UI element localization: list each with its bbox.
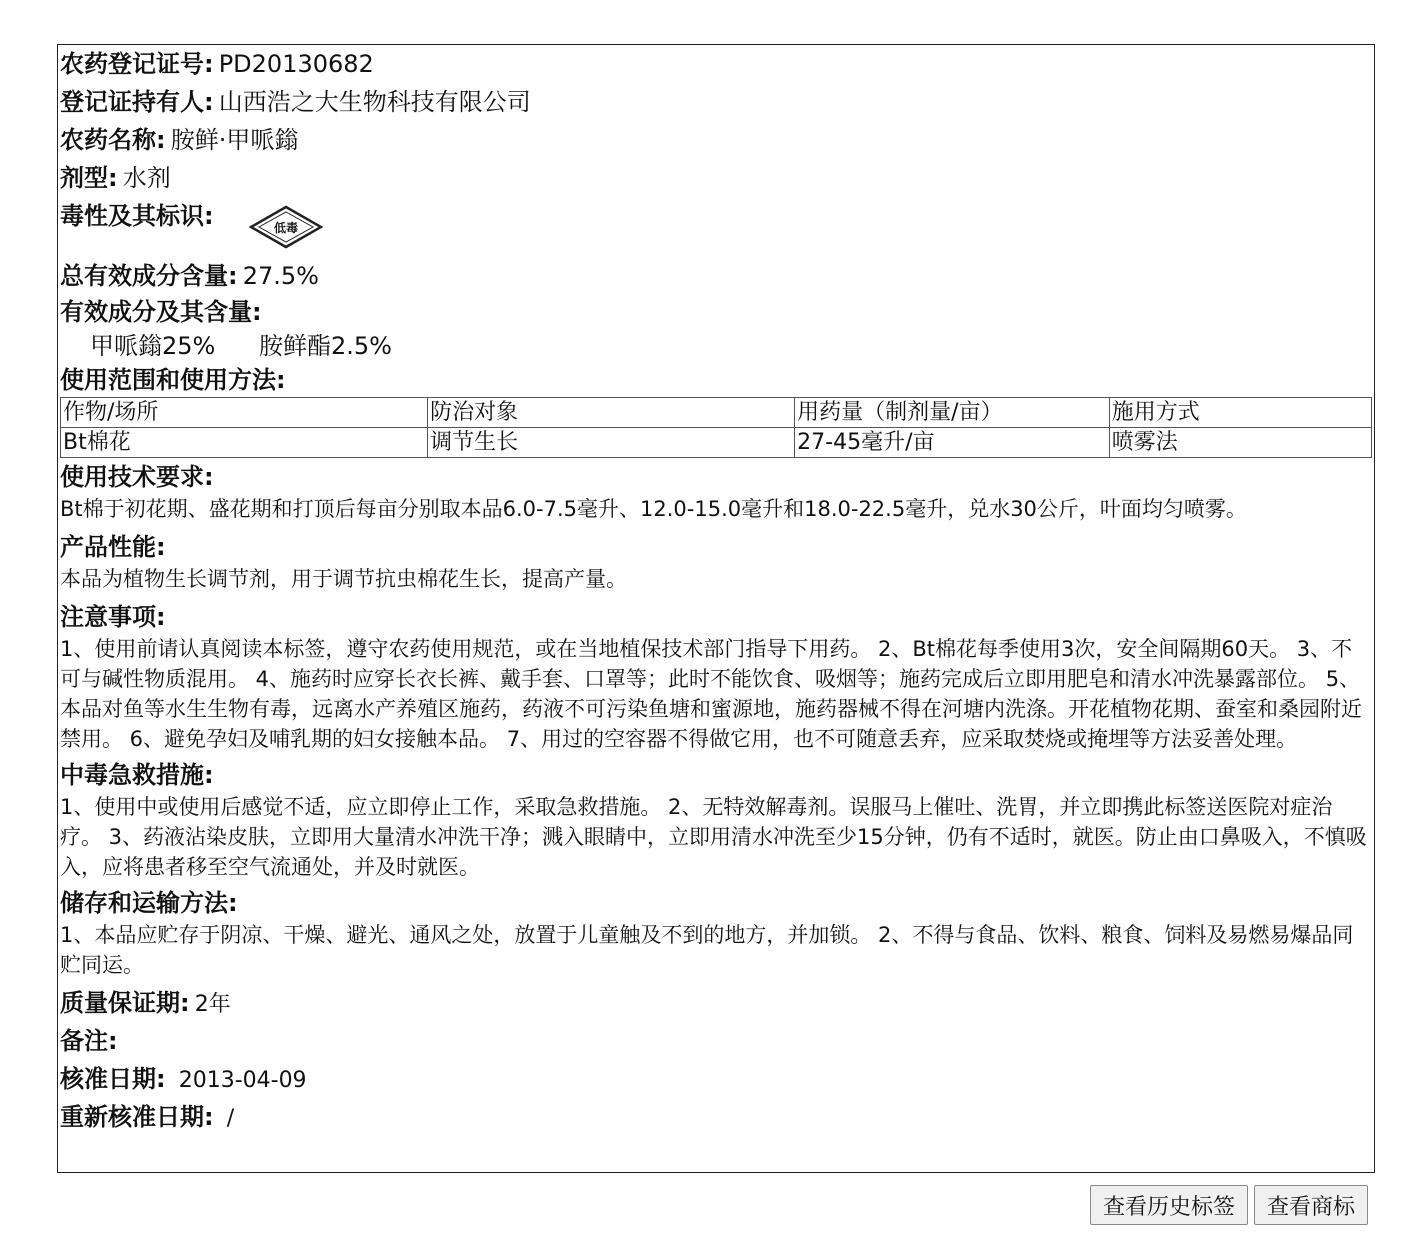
table-header-row bbox=[61, 398, 1372, 428]
ingredient-item: 甲哌鎓25% bbox=[90, 332, 216, 360]
reapproval-date-value: / bbox=[226, 1106, 235, 1131]
ingredients-list bbox=[60, 329, 1372, 363]
tech-requirements-text: Bt棉于初花期、盛花期和打顶后每亩分别取本品6.0-7.5毫升、12.0-15.0毫升和18.0-22.5毫升，兑水30公斤，叶面均匀喷雾。 bbox=[60, 497, 1247, 521]
action-buttons bbox=[1090, 1185, 1368, 1225]
registration-number-row bbox=[60, 45, 1372, 83]
usage-title: 使用范围和使用方法: bbox=[60, 366, 286, 394]
tech-requirements-title: 使用技术要求: bbox=[60, 463, 214, 491]
pesticide-name-label: 农药名称: bbox=[60, 126, 166, 154]
table-cell: Bt棉花 bbox=[61, 428, 428, 458]
view-history-label-button[interactable]: 查看历史标签 bbox=[1090, 1185, 1248, 1225]
ingredients-title: 有效成分及其含量: bbox=[60, 298, 262, 326]
total-content-value: 27.5% bbox=[242, 262, 319, 290]
table-cell: 调节生长 bbox=[428, 428, 795, 458]
registration-number-value: PD20130682 bbox=[218, 50, 374, 78]
formulation-value: 水剂 bbox=[122, 164, 171, 192]
shelf-life-value: 2年 bbox=[194, 992, 231, 1017]
reapproval-date-label: 重新核准日期: bbox=[60, 1103, 214, 1131]
storage-text: 1、本品应贮存于阴凉、干燥、避光、通风之处，放置于儿童触及不到的地方，并加锁。 2、不得与食品、饮料、粮食、饲料及易燃易爆品同贮同运。 bbox=[60, 923, 1354, 977]
precautions-title: 注意事项: bbox=[60, 603, 166, 631]
view-trademark-button[interactable]: 查看商标 bbox=[1254, 1185, 1368, 1225]
low-toxicity-badge-icon bbox=[249, 205, 323, 249]
holder-value: 山西浩之大生物科技有限公司 bbox=[218, 88, 531, 116]
usage-table bbox=[60, 397, 1372, 458]
pesticide-name-value: 胺鲜·甲哌鎓 bbox=[170, 126, 299, 154]
product-performance-title: 产品性能: bbox=[60, 533, 166, 561]
first-aid-title: 中毒急救措施: bbox=[60, 761, 214, 789]
remark-row bbox=[60, 1022, 1372, 1060]
precautions-text: 1、使用前请认真阅读本标签，遵守农药使用规范，或在当地植保技术部门指导下用药。 2、Bt棉花每季使用3次，安全间隔期60天。 3、不可与碱性物质混用。 4、施药时应穿长衣长裤、戴手套、口罩等；此时不能饮食、吸烟等；施药完成后立即用肥皂和清水冲洗暴露部位。 5、本品对鱼等水生生物有毒，远离水产养殖区施药，药液不可污染鱼塘和蜜源地，施药器械不得在河塘内洗涤。开花植物花期、蚕室和桑园附近禁用。 6、避免孕妇及哺乳期的妇女接触本品。 7、用过的空容器不得做它用，也不可随意丢弃，应采取焚烧或掩埋等方法妥善处理。 bbox=[60, 637, 1362, 751]
total-content-label: 总有效成分含量: bbox=[60, 262, 238, 290]
table-header-cell: 防治对象 bbox=[428, 398, 795, 428]
table-cell: 27-45毫升/亩 bbox=[795, 428, 1110, 458]
table-cell: 喷雾法 bbox=[1109, 428, 1371, 458]
toxicity-label: 毒性及其标识: bbox=[60, 202, 214, 230]
ingredient-item: 胺鲜酯2.5% bbox=[258, 332, 392, 360]
storage-title: 储存和运输方法: bbox=[60, 889, 238, 917]
product-performance-text: 本品为植物生长调节剂，用于调节抗虫棉花生长，提高产量。 bbox=[60, 567, 627, 591]
registration-number-label: 农药登记证号: bbox=[60, 50, 214, 78]
table-header-cell: 作物/场所 bbox=[61, 398, 428, 428]
reapproval-date-row bbox=[60, 1098, 1372, 1136]
remark-label: 备注: bbox=[60, 1027, 118, 1055]
toxicity-badge-text: 低毒 bbox=[273, 221, 299, 235]
shelf-life-row bbox=[60, 984, 1372, 1022]
approval-date-value: 2013-04-09 bbox=[178, 1068, 307, 1093]
holder-label: 登记证持有人: bbox=[60, 88, 214, 116]
formulation-row bbox=[60, 159, 1372, 197]
table-row bbox=[61, 428, 1372, 458]
shelf-life-label: 质量保证期: bbox=[60, 989, 190, 1017]
approval-date-row bbox=[60, 1060, 1372, 1098]
toxicity-row bbox=[60, 197, 1372, 257]
pesticide-registration-card bbox=[57, 44, 1375, 1173]
table-header-cell: 用药量（制剂量/亩） bbox=[795, 398, 1110, 428]
formulation-label: 剂型: bbox=[60, 164, 118, 192]
first-aid-text: 1、使用中或使用后感觉不适，应立即停止工作，采取急救措施。 2、无特效解毒剂。误服马上催吐、洗胃，并立即携此标签送医院对症治疗。 3、药液沾染皮肤，立即用大量清水冲洗干净；溅入眼睛中，立即用清水冲洗至少15分钟，仍有不适时，就医。防止由口鼻吸入，不慎吸入，应将患者移至空气流通处，并及时就医。 bbox=[60, 795, 1367, 879]
table-header-cell: 施用方式 bbox=[1109, 398, 1371, 428]
pesticide-name-row bbox=[60, 121, 1372, 159]
holder-row bbox=[60, 83, 1372, 121]
total-content-row bbox=[60, 257, 1372, 295]
approval-date-label: 核准日期: bbox=[60, 1065, 166, 1093]
